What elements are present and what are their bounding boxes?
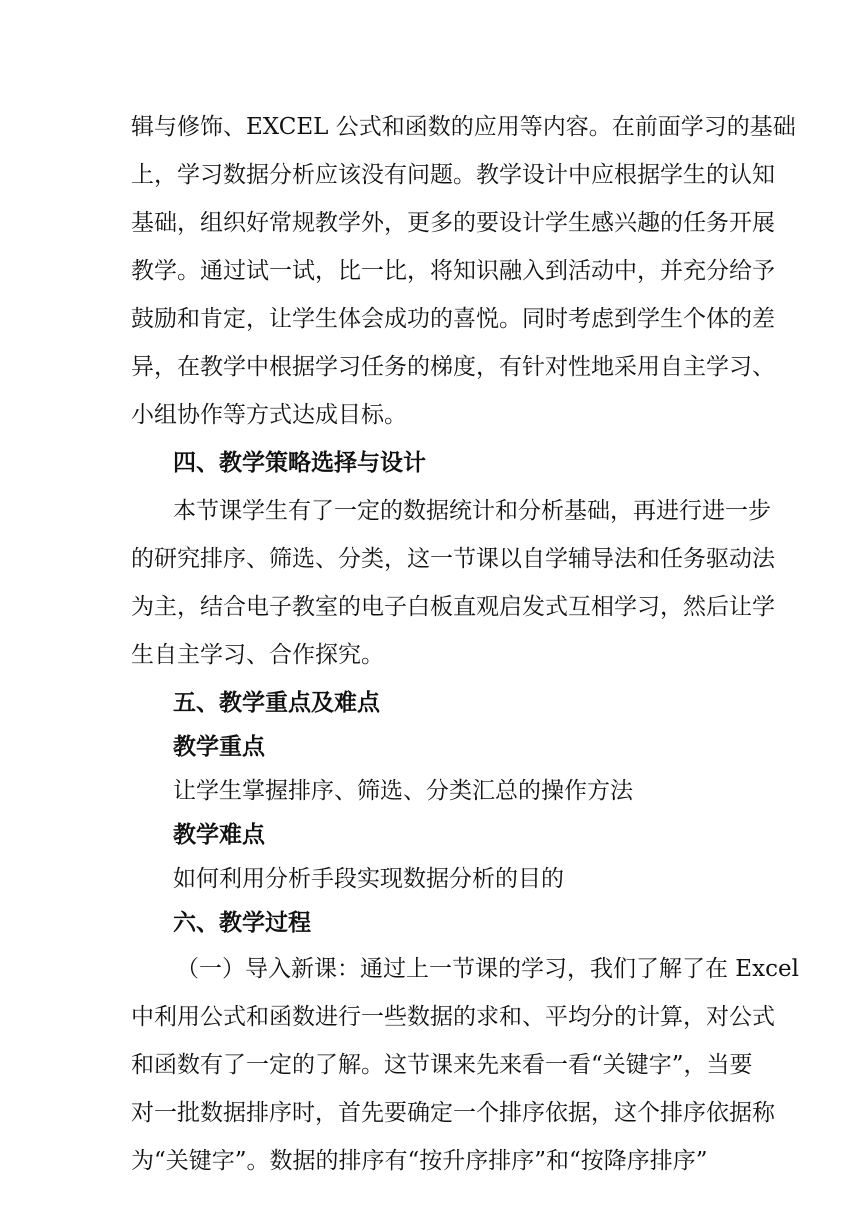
paragraph-line: 为主，结合电子教室的电子白板直观启发式互相学习，然后让学 bbox=[131, 594, 775, 620]
section-heading: 五、教学重点及难点 bbox=[173, 690, 380, 716]
section-heading: 四、教学策略选择与设计 bbox=[173, 450, 426, 476]
paragraph-line: 辑与修饰、EXCEL 公式和函数的应用等内容。在前面学习的基础 bbox=[131, 114, 796, 140]
paragraph-line: 和函数有了一定的了解。这节课来先来看一看“关键字”，当要 bbox=[131, 1052, 753, 1078]
subheading: 教学重点 bbox=[173, 734, 265, 760]
paragraph-line: 让学生掌握排序、筛选、分类汇总的操作方法 bbox=[173, 778, 633, 804]
paragraph-line: 对一批数据排序时，首先要确定一个排序依据，这个排序依据称 bbox=[131, 1100, 775, 1126]
paragraph-line: 生自主学习、合作探究。 bbox=[131, 642, 384, 668]
paragraph-line: 教学。通过试一试，比一比，将知识融入到活动中，并充分给予 bbox=[131, 258, 775, 284]
paragraph-line: 本节课学生有了一定的数据统计和分析基础，再进行进一步 bbox=[173, 498, 771, 524]
paragraph-line: 中利用公式和函数进行一些数据的求和、平均分的计算，对公式 bbox=[131, 1004, 775, 1030]
paragraph-line: 鼓励和肯定，让学生体会成功的喜悦。同时考虑到学生个体的差 bbox=[131, 306, 775, 332]
subheading: 教学难点 bbox=[173, 822, 265, 848]
paragraph-line: 基础，组织好常规教学外，更多的要设计学生感兴趣的任务开展 bbox=[131, 210, 775, 236]
paragraph-line: 的研究排序、筛选、分类，这一节课以自学辅导法和任务驱动法 bbox=[131, 546, 775, 572]
paragraph-line: 异，在教学中根据学习任务的梯度，有针对性地采用自主学习、 bbox=[131, 354, 775, 380]
paragraph-line: （一）导入新课：通过上一节课的学习，我们了解了在 Excel bbox=[176, 956, 799, 982]
paragraph-line: 上，学习数据分析应该没有问题。教学设计中应根据学生的认知 bbox=[131, 162, 775, 188]
paragraph-line: 小组协作等方式达成目标。 bbox=[131, 402, 407, 428]
paragraph-line: 如何利用分析手段实现数据分析的目的 bbox=[173, 866, 564, 892]
section-heading: 六、教学过程 bbox=[173, 910, 311, 936]
paragraph-line: 为“关键字”。数据的排序有“按升序排序”和“按降序排序” bbox=[131, 1148, 708, 1174]
